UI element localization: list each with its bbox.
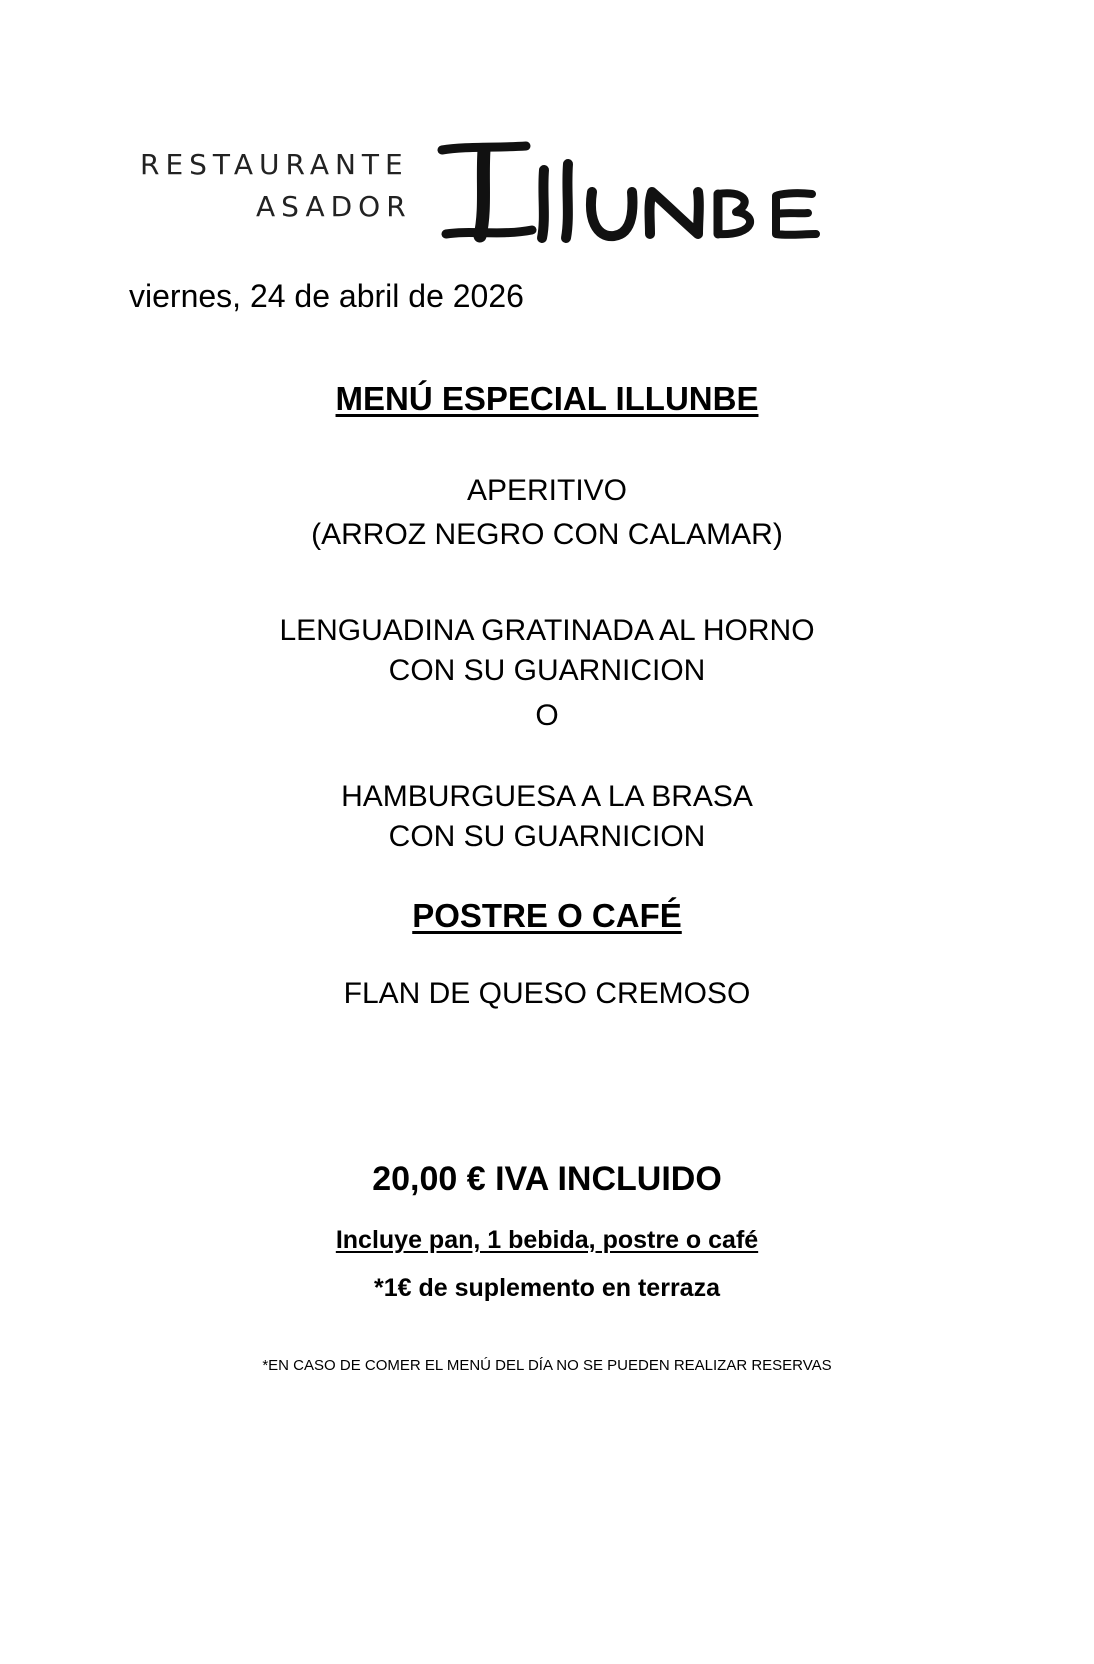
aperitivo-detail: (ARROZ NEGRO CON CALAMAR) [311, 518, 783, 551]
terrace-supplement-note: *1€ de suplemento en terraza [374, 1274, 720, 1302]
main-option-1-line-2: CON SU GUARNICION [388, 654, 706, 687]
reservation-disclaimer: *EN CASO DE COMER EL MENÚ DEL DÍA NO SE PUEDEN REALIZAR RESERVAS [262, 1357, 832, 1374]
menu-title: MENÚ ESPECIAL ILLUNBE [335, 380, 759, 417]
aperitivo-heading: APERITIVO [466, 474, 628, 507]
logo-restaurante-text: RESTAURANTE [140, 148, 409, 181]
menu-price: 20,00 € IVA INCLUIDO [372, 1160, 722, 1198]
restaurant-logo [140, 140, 830, 250]
main-option-1-line-1: LENGUADINA GRATINADA AL HORNO [279, 614, 815, 647]
option-separator: O [535, 699, 559, 732]
logo-asador-text: ASADOR [256, 190, 412, 223]
includes-note: Incluye pan, 1 bebida, postre o café [335, 1226, 759, 1254]
illunbe-logo-mark [436, 140, 826, 250]
main-option-2-line-1: HAMBURGUESA A LA BRASA [341, 780, 753, 813]
dessert-item: FLAN DE QUESO CREMOSO [343, 977, 751, 1010]
menu-date: viernes, 24 de abril de 2026 [129, 278, 524, 314]
dessert-title: POSTRE O CAFÉ [412, 897, 682, 934]
main-option-2-line-2: CON SU GUARNICION [388, 820, 706, 853]
